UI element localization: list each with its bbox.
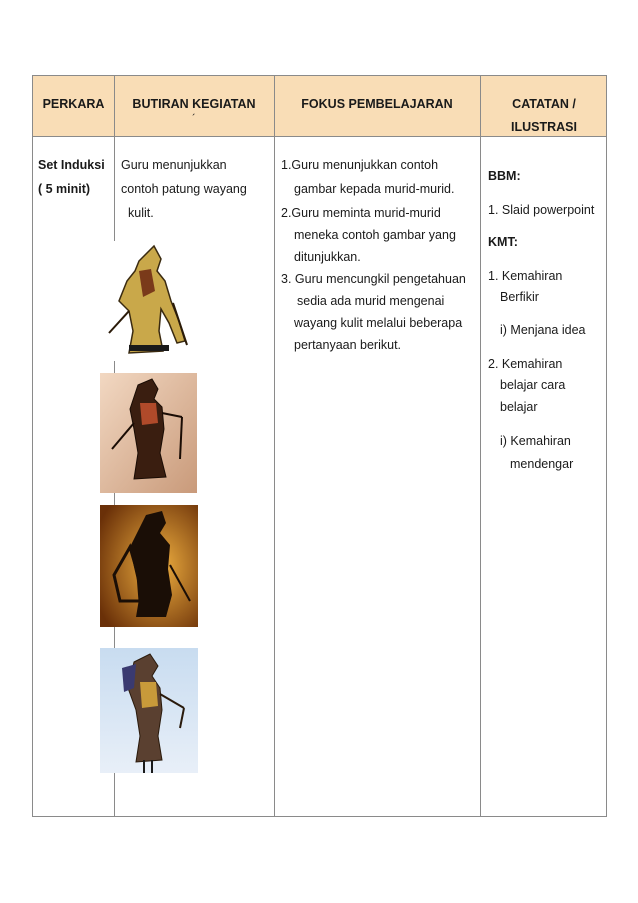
wayang-image-1 bbox=[99, 241, 199, 361]
column-divider-2 bbox=[274, 76, 275, 816]
fokus-line-2: gambar kepada murid-murid. bbox=[294, 182, 455, 196]
catatan-kmt-2a: 2. Kemahiran bbox=[488, 357, 563, 371]
fokus-line-3: 2.Guru meminta murid-murid bbox=[281, 206, 441, 220]
catatan-kmt-1a: 1. Kemahiran bbox=[488, 269, 563, 283]
catatan-kmt-1b: Berfikir bbox=[500, 290, 539, 304]
header-butiran bbox=[114, 76, 274, 136]
fokus-line-5: ditunjukkan. bbox=[294, 250, 361, 264]
catatan-kmt-label: KMT: bbox=[488, 235, 518, 249]
wayang-image-2 bbox=[100, 373, 197, 493]
catatan-bbm-item: 1. Slaid powerpoint bbox=[488, 203, 595, 217]
fokus-line-4: meneka contoh gambar yang bbox=[294, 228, 456, 242]
header-butiran-mark: ´ bbox=[192, 113, 196, 125]
header-fokus-text: FOKUS PEMBELAJARAN bbox=[301, 97, 453, 111]
header-catatan bbox=[480, 76, 608, 136]
perkara-title: Set Induksi bbox=[38, 158, 105, 172]
fokus-line-9: pertanyaan berikut. bbox=[294, 338, 402, 352]
catatan-kmt-1i: i) Menjana idea bbox=[500, 323, 586, 337]
wayang-image-4 bbox=[100, 648, 198, 773]
header-catatan-line1: CATATAN / bbox=[512, 97, 576, 111]
header-divider bbox=[33, 136, 606, 137]
header-catatan-line2: ILUSTRASI bbox=[511, 120, 577, 134]
fokus-line-7: sedia ada murid mengenai bbox=[297, 294, 445, 308]
lesson-table bbox=[32, 75, 607, 817]
fokus-line-6: 3. Guru mencungkil pengetahuan bbox=[281, 272, 466, 286]
wayang-image-3 bbox=[100, 505, 198, 627]
catatan-kmt-2b: belajar cara bbox=[500, 378, 566, 392]
header-butiran-text: BUTIRAN KEGIATAN bbox=[132, 97, 256, 111]
header-perkara-text: PERKARA bbox=[42, 97, 105, 111]
fokus-line-1: 1.Guru menunjukkan contoh bbox=[281, 158, 439, 172]
catatan-kmt-2i-b: mendengar bbox=[510, 457, 574, 471]
header-perkara bbox=[33, 76, 114, 136]
butiran-line-1: Guru menunjukkan bbox=[121, 158, 227, 172]
fokus-line-8: wayang kulit melalui beberapa bbox=[294, 316, 463, 330]
perkara-duration: ( 5 minit) bbox=[38, 182, 91, 196]
catatan-bbm-label: BBM: bbox=[488, 169, 521, 183]
butiran-line-2: contoh patung wayang bbox=[121, 182, 247, 196]
header-fokus bbox=[274, 76, 480, 136]
column-divider-3 bbox=[480, 76, 481, 816]
butiran-line-3: kulit. bbox=[128, 206, 154, 220]
catatan-kmt-2c: belajar bbox=[500, 400, 538, 414]
catatan-kmt-2i-a: i) Kemahiran bbox=[500, 434, 571, 448]
